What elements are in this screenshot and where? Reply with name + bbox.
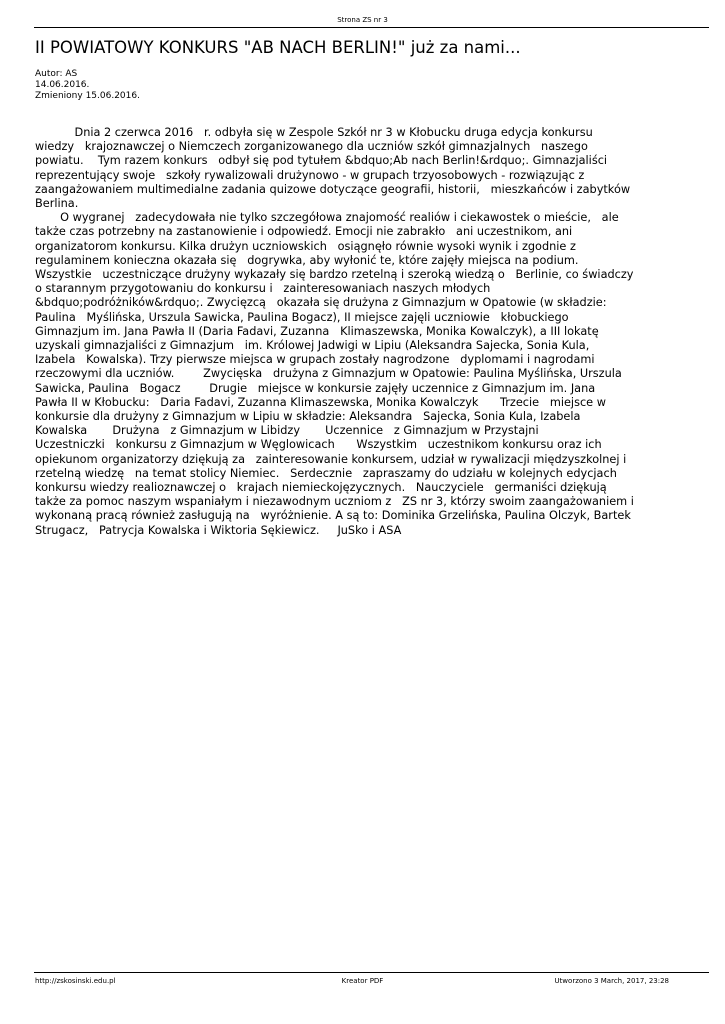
article-line: wiedzy krajoznawczej o Niemczech zorganizowanego dla uczniów szkół gimnazjalnych naszego [35, 140, 588, 154]
article-line: powiatu. Tym razem konkurs odbył się pod tytułem &bdquo;Ab nach Berlin!&rdquo;. Gimnazjaliści [35, 154, 608, 168]
article-line: Dnia 2 czerwca 2016 r. odbyła się w Zespole Szkół nr 3 w Kłobucku druga edycja konkursu [35, 126, 593, 139]
footer-url-link[interactable]: http://zskosinski.edu.pl [35, 977, 116, 985]
article-line: regulaminem konieczna okazała się dogrywka, aby wyłonić te, które zajęły miejsca na podium. [35, 253, 579, 267]
article-line: Paulina Myślińska, Urszula Sawicka, Paulina Bogacz), II miejsce zajęli uczniowie kłobuckiego [35, 310, 569, 324]
article-line: Kowalska Drużyna z Gimnazjum w Libidzy Uczennice z Gimnazjum w Przystajni [35, 424, 539, 438]
article-line: rzeczowymi dla uczniów. Zwycięska drużyna z Gimnazjum w Opatowie: Paulina Myślińska, Urszula [35, 367, 622, 381]
header-divider [34, 27, 709, 28]
article-line: wykonaną pracą również zasługują na wyróżnienie. A są to: Dominika Grzelińska, Paulina Olczyk, Bartek [35, 509, 631, 523]
article-line: Gimnazjum im. Jana Pawła II (Daria Fadavi, Zuzanna Klimaszewska, Monika Kowalczyk), a III lokatę [35, 324, 599, 338]
article-line: &bdquo;podróżników&rdquo;. Zwycięzcą okazała się drużyna z Gimnazjum w Opatowie (w składzie: [35, 296, 607, 310]
article-line: rzetelną wiedzę na temat stolicy Niemiec. Serdecznie zapraszamy do udziału w kolejnych edycjach [35, 466, 617, 480]
created-date: 14.06.2016. [35, 80, 90, 90]
article-line: także za pomoc naszym wspaniałym i niezawodnym uczniom z ZS nr 3, którzy swoim zaangażowaniem i [35, 495, 634, 509]
article-line: opiekunom organizatorzy dziękują za zainteresowanie konkursem, udział w rywalizacji międzyszkolnej i [35, 452, 627, 466]
modified-date: Zmieniony 15.06.2016. [35, 91, 140, 101]
article-line: o starannym przygotowaniu do konkursu i zainteresowaniach naszych młodych [35, 282, 491, 296]
article-line: O wygranej zadecydowała nie tylko szczegółowa znajomość realiów i ciekawostek o mieście, ale [35, 211, 619, 225]
article-line: Pawła II w Kłobucku: Daria Fadavi, Zuzanna Klimaszewska, Monika Kowalczyk Trzecie miejsce w [35, 395, 606, 409]
footer-divider [34, 972, 709, 973]
author-line: Autor: AS [35, 69, 78, 79]
article-body [35, 126, 685, 538]
article-line: Wszystkie uczestniczące drużyny wykazały się bardzo rzetelną i szeroką wiedzą o Berlinie, co świadczy [35, 268, 634, 282]
article-line: konkursie dla drużyny z Gimnazjum w Lipiu w składzie: Aleksandra Sajecka, Sonia Kula, Izabela [35, 410, 581, 424]
article-title: II POWIATOWY KONKURS "AB NACH BERLIN!" już za nami... [35, 38, 521, 57]
article-line: zaangażowaniem multimedialne zadania quizowe dotyczące geografii, historii, mieszkańców i zabytków [35, 182, 631, 196]
article-line: organizatorom konkursu. Kilka drużyn uczniowskich osiągnęło równie wysoki wynik i zgodnie z [35, 239, 576, 253]
article-line: reprezentujący swoje szkoły rywalizowali drużynowo - w grupach trzyosobowych - rozwiązując z [35, 168, 585, 182]
footer-created-date: Utworzono 3 March, 2017, 23:28 [554, 977, 669, 985]
footer-generator: Kreator PDF [341, 977, 384, 985]
page-header: Strona ZS nr 3 [337, 16, 388, 24]
article-line: także czas potrzebny na zastanowienie i odpowiedź. Emocji nie zabrakło ani uczestnikom, ani [35, 225, 573, 239]
article-meta [35, 69, 140, 102]
article-line: Strugacz, Patrycja Kowalska i Wiktoria Sękiewicz. JuSko i ASA [35, 523, 402, 537]
page-footer [0, 977, 725, 987]
article-line: uzyskali gimnazjaliści z Gimnazjum im. Królowej Jadwigi w Lipiu (Aleksandra Sajecka, Sonia Kula, [35, 339, 590, 353]
article-line: konkursu wiedzy realioznawczej o krajach niemieckojęzycznych. Nauczyciele germaniści dziękują [35, 481, 607, 495]
article-line: Berlina. [35, 197, 79, 211]
article-line: Uczestniczki konkursu z Gimnazjum w Węglowicach Wszystkim uczestnikom konkursu oraz ich [35, 438, 602, 452]
article-line: Sawicka, Paulina Bogacz Drugie miejsce w konkursie zajęły uczennice z Gimnazjum im. Jana [35, 381, 596, 395]
article-line: Izabela Kowalska). Trzy pierwsze miejsca w grupach zostały nagrodzone dyplomami i nagrodami [35, 353, 595, 367]
